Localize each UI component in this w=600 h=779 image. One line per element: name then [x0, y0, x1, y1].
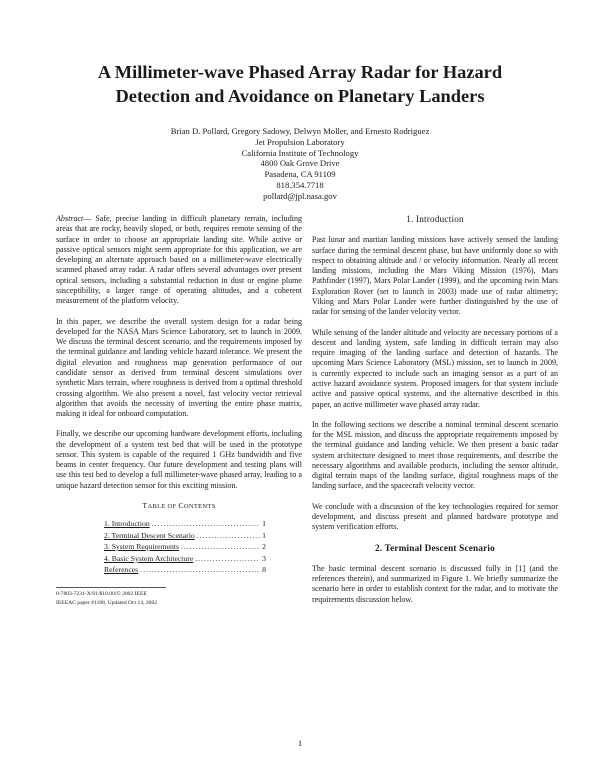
section-heading-terminal-descent: 2. Terminal Descent Scenario — [375, 542, 495, 553]
table-of-contents — [104, 518, 266, 575]
right-column — [312, 214, 558, 615]
toc-entry-page: 3 — [262, 553, 266, 563]
body-paragraph: Past lunar and martian landing missions have actively sensed the landing surface during the terminal descent phase, but have uniformly done so with respect to obtaining altitude and / or velocity information. Nearly all recent landing missions, including the Mars Viking Mission (1976), Mars Pathfinder (1997), Mars Polar Lander (1999), and the upcoming twin Mars Exploration Rover (set to launch in 2003) made use of radar altimetry; Viking and Mars Polar Lander were further distinguished by the use of radar for sensing of the lander velocity vector. — [312, 235, 558, 317]
affiliation-line: Jet Propulsion Laboratory — [255, 136, 345, 147]
toc-entry[interactable] — [104, 530, 266, 541]
toc-entry-page: 1 — [262, 530, 266, 540]
affiliation-line: Pasadena, CA 91109 — [264, 169, 336, 180]
toc-leader — [140, 564, 260, 575]
abstract-paragraph — [56, 214, 302, 307]
toc-entry[interactable] — [104, 564, 266, 575]
abstract-label: Abstract — [56, 214, 84, 223]
toc-heading: TABLE OF CONTENTS — [142, 501, 216, 511]
affiliation-line: 4800 Oak Grove Drive — [260, 158, 340, 169]
toc-entry[interactable] — [104, 553, 266, 564]
toc-leader — [197, 530, 260, 541]
body-paragraph: The basic terminal descent scenario is discussed fully in [1] (and the references therein), and summarized in Figure 1. We briefly summarize the scenario here in order to establish context for the radar, and to motivate the requirements discussion below. — [312, 563, 558, 604]
toc-entry-label[interactable]: 2. Terminal Descent Scenario — [104, 530, 195, 540]
title-line-1: A Millimeter-wave Phased Array Radar for Hazard — [97, 62, 503, 82]
body-paragraph: While sensing of the lander altitude and velocity are necessary portions of a descent and landing system, safe landing in difficult terrain may also require imaging of the landing surface and detection of hazards. The upcoming Mars Science Laboratory (MSL) mission, set to launch in 2009, is currently expected to include such an imaging sensor as a part of an active hazard avoidance system. Proposed imagers for that system include active and passive optical systems, and the alternative described in this paper, an active millimeter wave phased array radar. — [312, 327, 558, 409]
author-block — [100, 126, 500, 202]
toc-leader — [152, 518, 260, 529]
toc-leader — [181, 541, 260, 552]
toc-entry-label[interactable]: References — [104, 564, 139, 574]
page-number: 1 — [297, 738, 303, 748]
left-column — [56, 214, 302, 608]
toc-entry-page: 1 — [262, 519, 266, 529]
title-line-2: Detection and Avoidance on Planetary Landers — [115, 86, 485, 106]
toc-entry-label[interactable]: 4. Basic System Architecture — [104, 553, 194, 563]
footnote-paper-id: IEEEAC paper #1188, Updated Oct 14, 2002 — [56, 599, 158, 606]
body-paragraph: In this paper, we describe the overall system design for a radar being developed for the NASA Mars Science Laboratory, set to launch in 2009. We discuss the terminal descent scenario, and the requirements imposed by the terminal guidance and landing vehicle hazard tolerance. We present the digital elevation and roughness map generation performance of our candidate sensor as derived from terminal descent simulations over synthetic Mars terrain, where roughness is derived from a optimal threshold crossing algorithm. We also present a novel, fast velocity vector retrieval algorithm that avoids the necessity of inverting the entire phase matrix, making it ideal for onboard computation. — [56, 316, 302, 419]
toc-entry-label[interactable]: 3. System Requirements — [104, 542, 179, 552]
body-paragraph: Finally, we describe our upcoming hardware development efforts, including the development of a system test bed that will be used in the prototype sensor. This system is capable of the required 1 GHz bandwidth and five beams in center frequency. Our future development and testing plans will use this test bed to develop a full millimeter-wave phased array, leading to a unique hazard detection sensor for this exciting mission. — [56, 429, 302, 490]
paper-title — [40, 60, 560, 108]
toc-entry[interactable] — [104, 541, 266, 552]
toc-entry-page: 2 — [262, 542, 266, 552]
toc-entry-page: 8 — [262, 564, 266, 574]
body-paragraph: In the following sections we describe a nominal terminal descent scenario for the MSL mission, and discuss the appropriate requirements imposed by the terminal guidance and landing vehicle. We then present a basic radar system architecture designed to meet those requirements, and describe the necessary algorithms and available products, including the sensor altitude, digital terrain maps of the landing surface, digital roughness maps of the landing surface, and the spacecraft velocity vector. — [312, 419, 558, 491]
toc-entry-label[interactable]: 1. Introduction — [104, 519, 150, 529]
author-names: Brian D. Pollard, Gregory Sadowy, Delwyn Moller, and Ernesto Rodriguez — [170, 126, 430, 136]
toc-leader — [195, 553, 260, 564]
affiliation-line: California Institute of Technology — [241, 147, 359, 158]
author-email[interactable]: pollard@jpl.nasa.gov — [263, 190, 337, 201]
toc-entry[interactable] — [104, 518, 266, 529]
abstract-text: — Safe, precise landing in difficult planetary terrain, including areas that are rocky, heavily sloped, or both, requires remote sensing of the surface in order to choose an appropriate landing site. While active or passive optical sensors might seem appropriate for this application, we are developing an alternate approach based on a millimeter-wave electrically scanned phased array radar. A radar offers several advantages over present optical sensors, including a substantial reduction in dust or engine plume susceptibility, a larger range of operating altitudes, and a coherent measurement of the platform velocity. — [56, 214, 302, 306]
affiliation-line: 818.354.7718 — [276, 179, 324, 190]
footnote-copyright: 0-7803-7231-X/01/$10.00/© 2002 IEEE — [56, 591, 147, 598]
footnotes — [56, 587, 166, 607]
section-heading-introduction: 1. Introduction — [406, 214, 464, 224]
body-paragraph: We conclude with a discussion of the key technologies required for sensor development, and discuss present and planned hardware prototype and system verification efforts. — [312, 501, 558, 532]
